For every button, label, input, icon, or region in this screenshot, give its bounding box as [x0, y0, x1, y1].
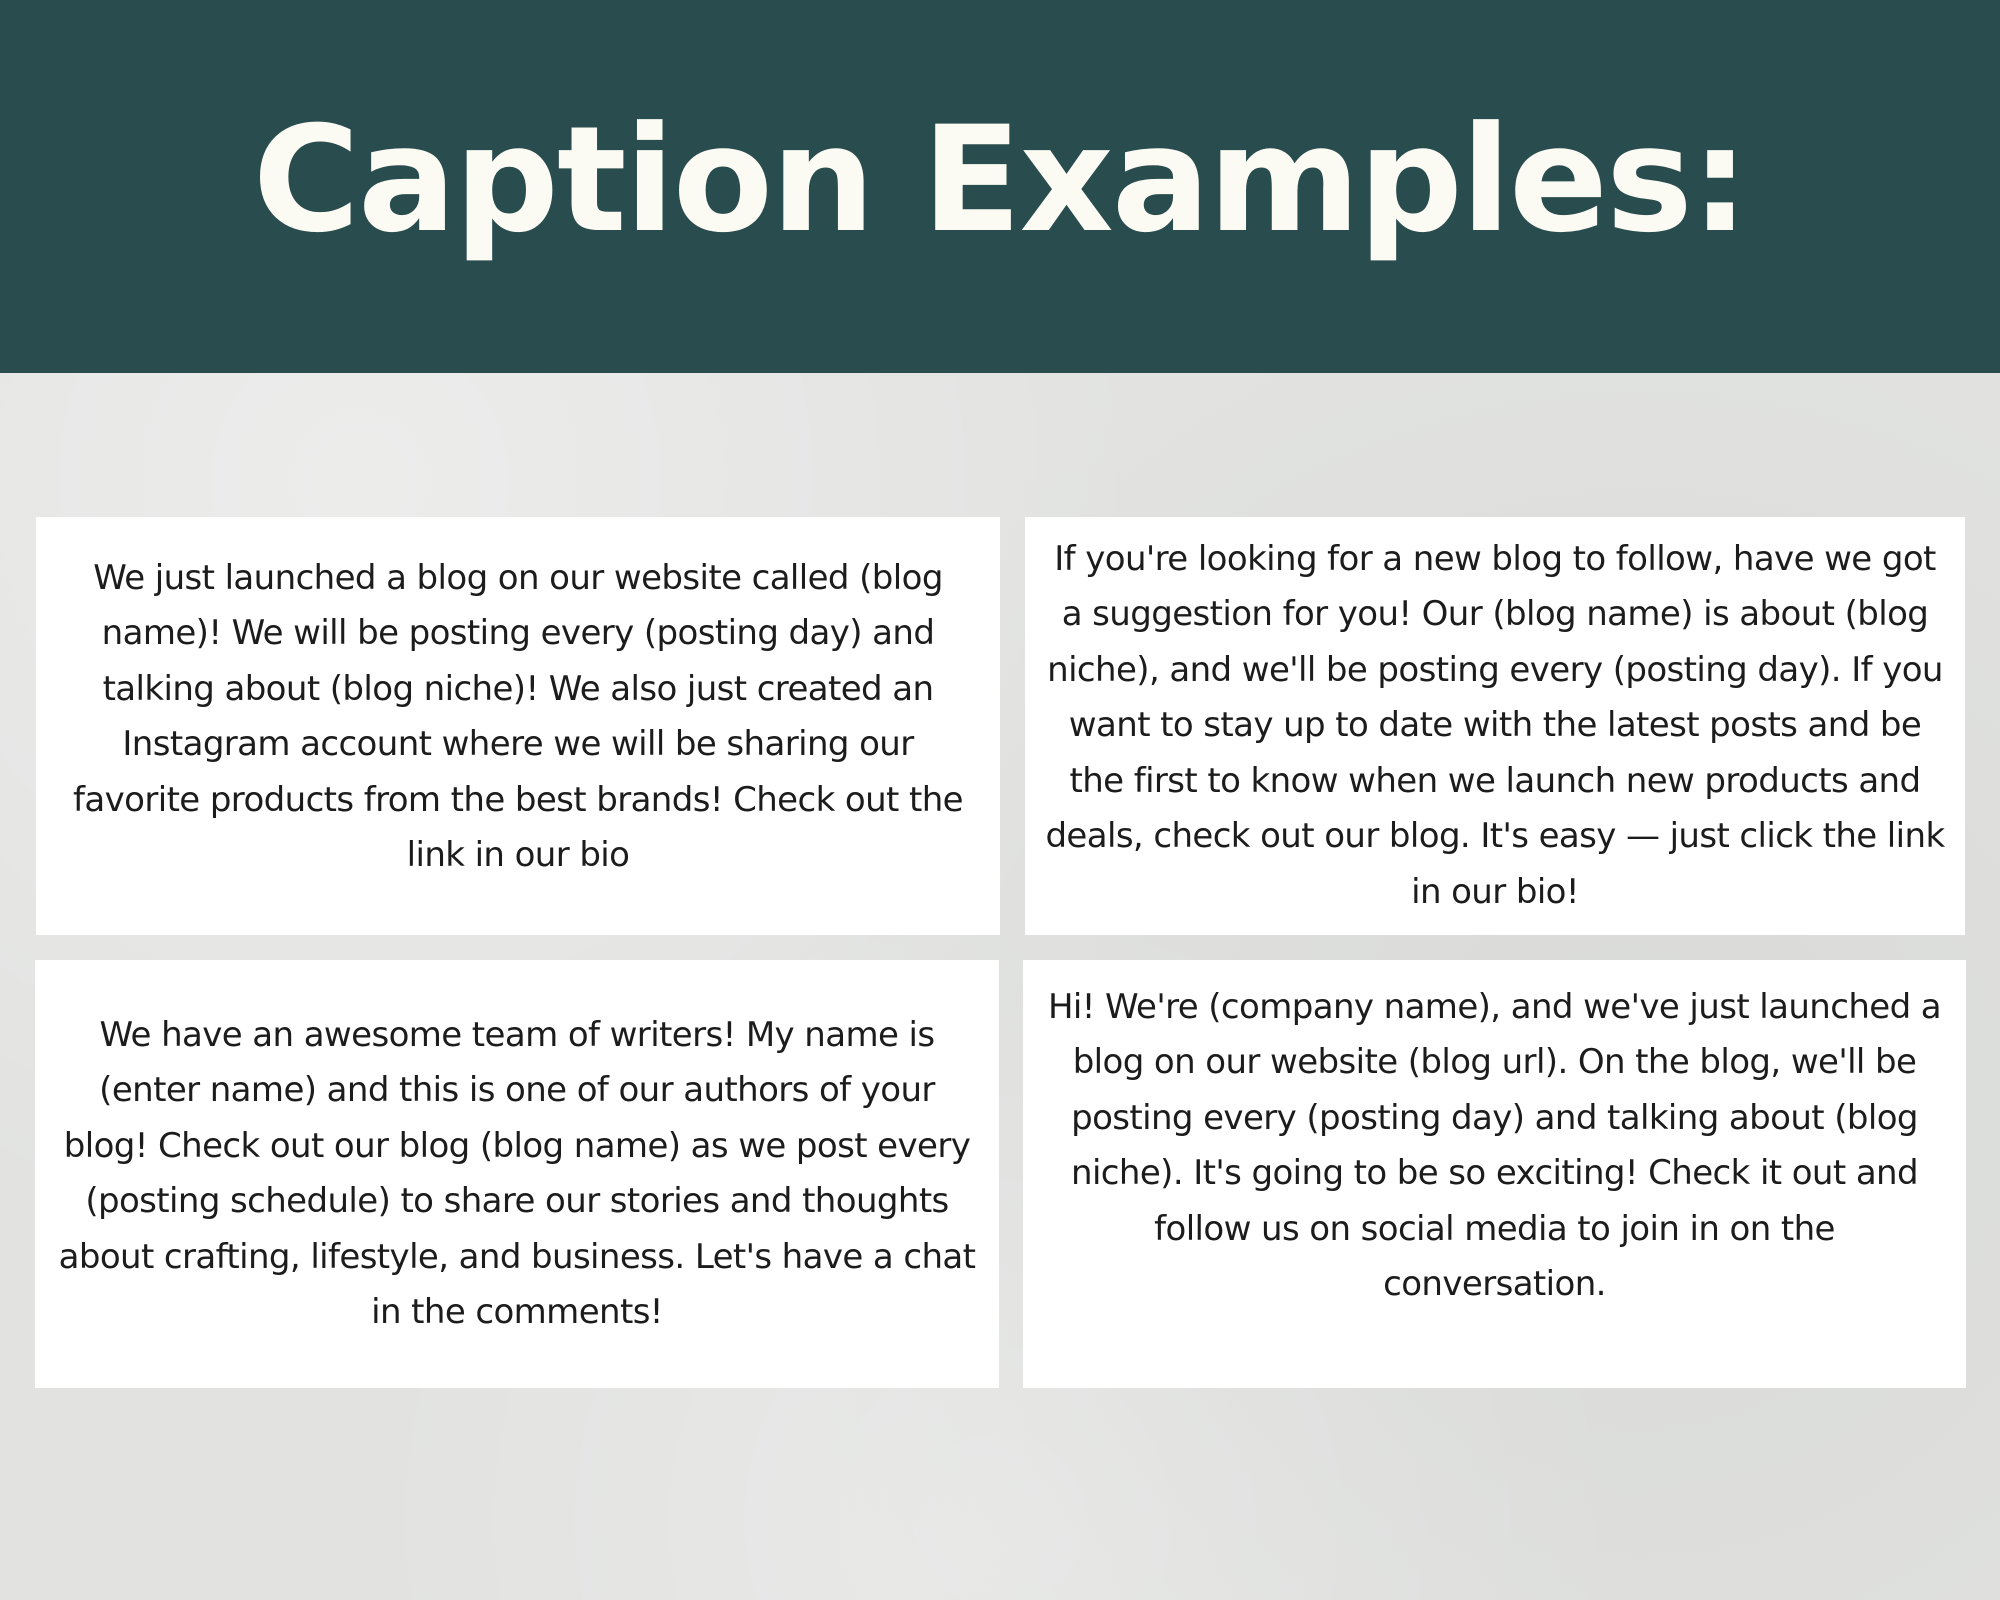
caption-card-1	[36, 517, 1000, 935]
caption-text-2: If you're looking for a new blog to follow, have we got a suggestion for you! Our (blog name) is about (blog niche), and we'll be posting every (posting day). If you want to stay up to date with the latest posts and be the first to know when we launch new products and deals, check out our blog. It's easy — just click the link in our bio!	[1045, 538, 1945, 912]
caption-card-4	[1023, 960, 1966, 1388]
caption-card-2	[1025, 517, 1965, 935]
header-banner	[0, 0, 2000, 373]
caption-text-4: Hi! We're (company name), and we've just launched a blog on our website (blog url). On the blog, we'll be posting every (posting day) and talking about (blog niche). It's going to be so exciting! Check it out and follow us on social media to join in on the conversation.	[1047, 986, 1942, 1304]
caption-card-3	[35, 960, 999, 1388]
caption-text-3: We have an awesome team of writers! My name is (enter name) and this is one of our authors of your blog! Check out our blog (blog name) as we post every (posting schedule) to share our stories and thoughts about crafting, lifestyle, and business. Let's have a chat in the comments!	[58, 1014, 976, 1332]
caption-text-1: We just launched a blog on our website called (blog name)! We will be posting every (posting day) and talking about (blog niche)! We also just created an Instagram account where we will be sharing our favorite products from the best brands! Check out the link in our bio	[73, 557, 963, 875]
page-title: Caption Examples:	[252, 95, 1748, 265]
